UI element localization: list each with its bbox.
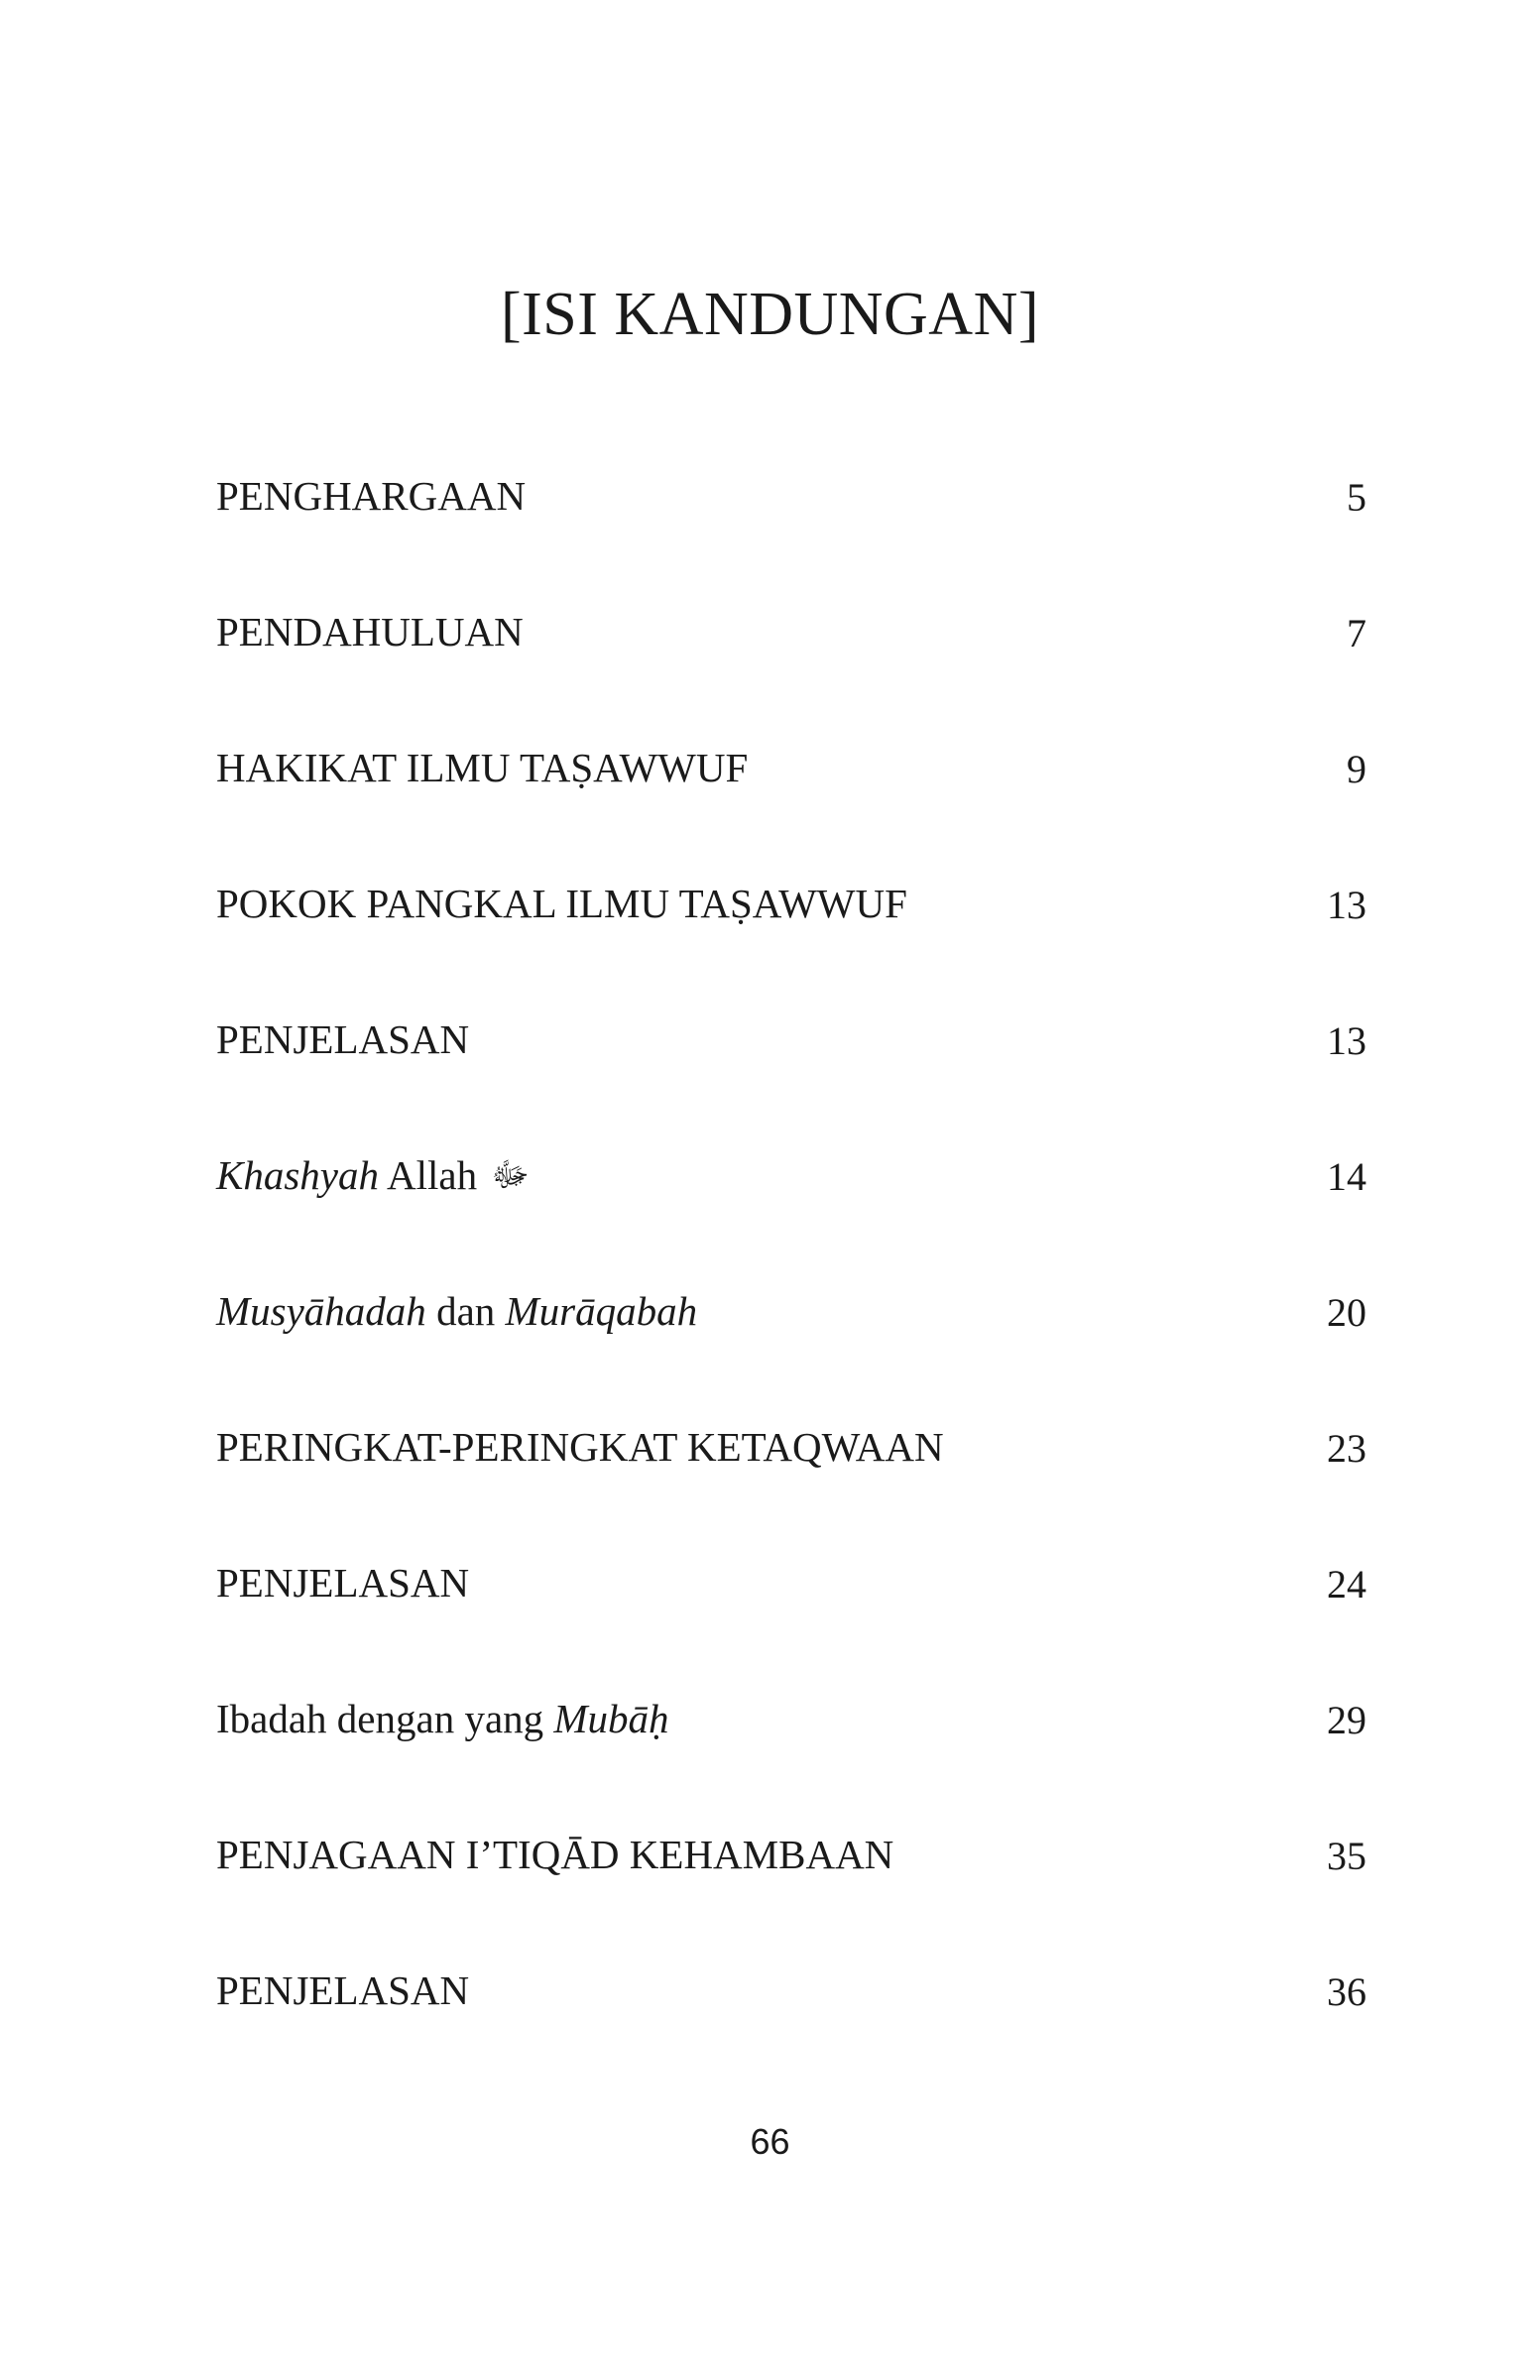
toc-entry-title-text: PENGHARGAAN [216, 473, 527, 519]
toc-entry[interactable] [216, 466, 1366, 526]
toc-entry-page: 36 [1327, 1969, 1366, 2014]
toc-entry-page: 13 [1327, 1018, 1366, 1063]
honorific-glyph: ﷻ [491, 1156, 530, 1194]
toc-entry-page: 14 [1327, 1154, 1366, 1199]
toc-entry-title-text: PENDAHULUAN [216, 609, 524, 654]
toc-entry-title-italic: Musyāhadah [216, 1288, 426, 1334]
toc-entry-title-text: Allah [379, 1152, 488, 1198]
toc-entry-title [216, 1961, 469, 2020]
toc-entry[interactable] [216, 1689, 1366, 1748]
toc-entry-page: 29 [1327, 1698, 1366, 1742]
toc-entry-page: 23 [1327, 1426, 1366, 1471]
toc-entry-title-text: PENJELASAN [216, 1016, 470, 1062]
toc-entry[interactable] [216, 1281, 1366, 1341]
toc-entry[interactable] [216, 1961, 1366, 2020]
toc-entry-page: 13 [1327, 883, 1366, 927]
toc-entry-title-text: PENJELASAN [216, 1967, 470, 2013]
toc-entry-title-italic: Khashyah [216, 1152, 379, 1198]
toc-entry-title [216, 602, 524, 661]
toc-entry-title-text: PENJELASAN [216, 1560, 470, 1606]
toc-entry[interactable] [216, 1417, 1366, 1477]
toc-entry-title [216, 1010, 469, 1069]
page-number: 66 [750, 2121, 790, 2162]
toc-entry-page: 20 [1327, 1290, 1366, 1335]
toc-entry-page: 9 [1347, 747, 1366, 791]
page-title: [ISI KANDUNGAN] [500, 281, 1040, 348]
toc-entry[interactable] [216, 874, 1366, 933]
toc-entry-title-text: PERINGKAT-PERINGKAT KETAQWAAN [216, 1424, 944, 1470]
toc-entry-title [216, 1281, 697, 1341]
toc-entry-page: 24 [1327, 1562, 1366, 1606]
toc-entry-title [216, 1553, 469, 1612]
toc-entry[interactable] [216, 1553, 1366, 1612]
toc-entry[interactable] [216, 602, 1366, 661]
toc-entry-title [216, 1689, 669, 1748]
toc-entry[interactable] [216, 1145, 1366, 1205]
toc-entry-title [216, 738, 748, 797]
toc-entry-title-text: dan [425, 1288, 506, 1334]
toc-entry-title-text: Ibadah dengan yang [216, 1696, 554, 1741]
toc-entry[interactable] [216, 738, 1366, 797]
toc-entry-title-text: POKOK PANGKAL ILMU TAṢAWWUF [216, 881, 907, 926]
toc-entry-title [216, 874, 907, 933]
toc-entry-title-italic: Murāqabah [505, 1288, 698, 1334]
toc-entry-title [216, 1417, 944, 1477]
toc-entry-page: 35 [1327, 1834, 1366, 1878]
toc-entry-title [216, 1825, 893, 1884]
toc-entry-title [216, 466, 526, 526]
toc-entry-page: 5 [1347, 475, 1366, 520]
toc-entry-title-text: PENJAGAAN I’TIQĀD KEHAMBAAN [216, 1832, 894, 1877]
toc-entry-title-italic: Mubāḥ [553, 1696, 669, 1741]
toc-entry-page: 7 [1347, 611, 1366, 655]
toc-entry[interactable] [216, 1010, 1366, 1069]
toc-entry-title-text: HAKIKAT ILMU TAṢAWWUF [216, 745, 749, 790]
toc-entry-title [216, 1145, 530, 1210]
toc-entry[interactable] [216, 1825, 1366, 1884]
